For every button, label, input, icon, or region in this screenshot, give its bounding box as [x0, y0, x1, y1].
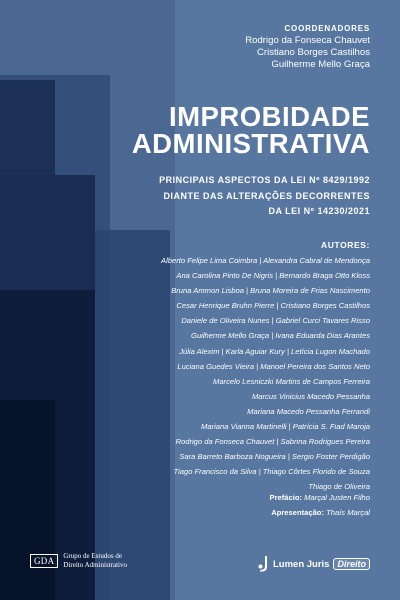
book-title: [132, 103, 370, 157]
coordinator-name: Cristiano Borges Castilhos: [256, 47, 370, 58]
publisher-name: Lumen Juris: [272, 558, 330, 570]
author-line: Marcelo Lesniczki Martins de Campos Ferreira: [213, 376, 370, 386]
authors-label: AUTORES:: [320, 240, 370, 250]
publisher-tag: Direito: [333, 558, 370, 570]
publisher-logo-block: [256, 556, 370, 572]
gda-name-line: Grupo de Estudos de: [63, 552, 122, 560]
presentation-label: Apresentação:: [271, 508, 324, 517]
author-line: Luciana Guedes Vieira | Manoel Pereira dos Santos Neto: [177, 361, 370, 371]
gda-logo-block: [30, 552, 127, 570]
author-line: Sara Barreto Barboza Nogueira | Sergio Foster Perdigão: [179, 452, 370, 462]
presentation-credit: [270, 505, 370, 520]
preface-label: Prefácio:: [269, 493, 303, 502]
gda-name: [63, 552, 127, 570]
preface-name: Marçal Justen Filho: [304, 493, 370, 502]
author-line: Guilherme Mello Graça | Ivana Eduarda Dias Arantes: [191, 331, 370, 341]
author-line: Júlia Alexim | Karla Aguiar Kury | Letícia Lugon Machado: [179, 346, 370, 356]
presentation-name: Thaís Marçal: [326, 508, 370, 517]
author-line: Rodrigo da Fonseca Chauvet | Sabrina Rodrigues Pereira: [175, 437, 370, 447]
authors-section: [161, 240, 370, 495]
title-line: IMPROBIDADE: [168, 101, 370, 132]
author-line: Ana Carolina Pinto De Nigris | Bernardo Braga Otto Kloss: [176, 271, 370, 281]
author-line: Mariana Macedo Pessanha Ferrandi: [247, 406, 370, 416]
subtitle-line: DIANTE DAS ALTERAÇÕES DECORRENTES: [163, 190, 370, 201]
book-subtitle: [159, 173, 370, 220]
title-line: ADMINISTRATIVA: [131, 128, 370, 159]
background-block: [0, 400, 55, 600]
credits-section: [270, 490, 370, 520]
author-line: Alberto Felipe Lima Coimbra | Alexandra Cabral de Mendonça: [161, 256, 370, 265]
author-line: Marcus Vinicius Macedo Pessanha: [251, 391, 370, 401]
coordinators-label: COORDENADORES: [284, 24, 370, 33]
author-line: Mariana Vianna Martinelli | Patrícia S. Fiad Maroja: [201, 422, 370, 432]
preface-credit: [270, 490, 370, 505]
coordinator-name: Rodrigo da Fonseca Chauvet: [245, 35, 370, 46]
author-line: Daniele de Oliveira Nunes | Gabriel Curci Tavares Risso: [181, 316, 370, 326]
author-line: Cesar Henrique Bruhn Pierre | Cristiano Borges Castilhos: [176, 301, 370, 311]
subtitle-line: DA LEI Nº 14230/2021: [268, 206, 370, 216]
coordinators-section: [245, 24, 370, 71]
gda-logo: GDA: [30, 554, 58, 568]
author-line: Bruna Ammon Lisboa | Bruna Moreira de Frias Nascimento: [171, 286, 370, 296]
subtitle-line: PRINCIPAIS ASPECTOS DA LEI Nº 8429/1992: [159, 175, 370, 185]
gda-name-line: Direito Administrativo: [63, 561, 127, 569]
author-line: Thiago de Oliveira: [308, 482, 370, 492]
coordinator-name: Guilherme Mello Graça: [271, 59, 370, 70]
lumen-juris-logo-icon: [256, 556, 270, 572]
author-line: Tiago Francisco da Silva | Thiago Côrtes Florido de Souza: [173, 467, 370, 477]
